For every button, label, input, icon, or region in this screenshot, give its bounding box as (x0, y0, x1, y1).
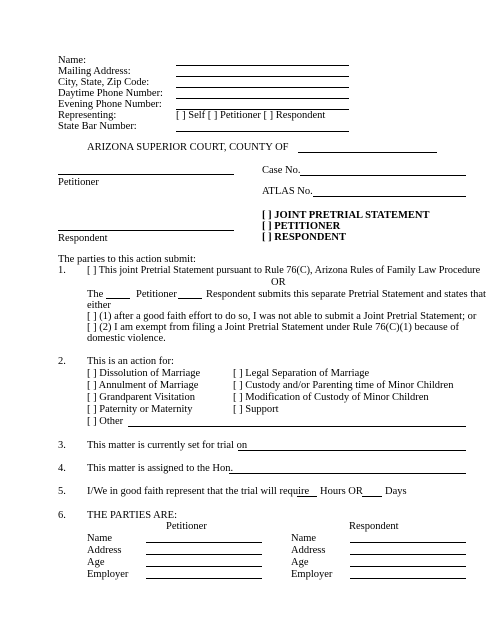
resp-name-field[interactable] (350, 542, 466, 543)
item5-number: 5. (58, 486, 66, 497)
pet-name-label: Name (87, 533, 113, 544)
item1-petitioner-blank[interactable] (106, 298, 130, 299)
pet-employer-field[interactable] (146, 578, 262, 579)
item1-petitioner-word: Petitioner (136, 289, 177, 300)
hours-field[interactable] (297, 496, 317, 497)
item2-text: This is an action for: (87, 356, 174, 367)
judge-field[interactable] (229, 473, 466, 474)
resp-address-label: Address (291, 545, 326, 556)
name-field[interactable] (176, 65, 349, 66)
action-other-field[interactable] (128, 426, 466, 427)
pet-age-label: Age (87, 557, 105, 568)
pet-employer-label: Employer (87, 569, 129, 580)
name-label: Name: (58, 55, 86, 66)
item1-respondent-blank[interactable] (178, 298, 202, 299)
daytime-phone-label: Daytime Phone Number: (58, 88, 163, 99)
resp-address-field[interactable] (350, 554, 466, 555)
item4-text: This matter is assigned to the Hon. (87, 463, 234, 474)
action-paternity[interactable]: [ ] Paternity or Maternity (87, 404, 193, 415)
item1-option2-cont: domestic violence. (87, 333, 166, 344)
item1-either: either (87, 300, 111, 311)
city-state-zip-field[interactable] (176, 87, 349, 88)
days-field[interactable] (362, 496, 382, 497)
item5-text: I/We in good faith represent that the trial will require (87, 486, 310, 497)
action-dissolution[interactable]: [ ] Dissolution of Marriage (87, 368, 201, 379)
atlas-no-label: ATLAS No. (262, 186, 313, 197)
item1-number: 1. (58, 265, 66, 276)
item6-text: THE PARTIES ARE: (87, 510, 177, 521)
case-no-field[interactable] (300, 175, 466, 176)
item3-text: This matter is currently set for trial on (87, 440, 248, 451)
item3-number: 3. (58, 440, 66, 451)
item1-option2[interactable]: [ ] (2) I am exempt from filing a Joint Pretrial Statement under Rule 76(C)(1) because of (87, 322, 460, 333)
petitioner-caption-label: Petitioner (58, 177, 99, 188)
respondent-heading: Respondent (349, 521, 399, 532)
state-bar-label: State Bar Number: (58, 121, 137, 132)
resp-age-label: Age (291, 557, 309, 568)
pet-address-label: Address (87, 545, 122, 556)
item1-or: OR (271, 277, 286, 288)
city-state-zip-label: City, State, Zip Code: (58, 77, 150, 88)
respondent-name-field[interactable] (58, 230, 234, 231)
doc-title-respondent[interactable]: [ ] RESPONDENT (262, 232, 347, 243)
action-custody[interactable]: [ ] Custody and/or Parenting time of Minor Children (233, 380, 454, 391)
item6-number: 6. (58, 510, 66, 521)
resp-name-label: Name (291, 533, 317, 544)
item1-respondent-text: Respondent submits this separate Pretrial Statement and states that (206, 289, 486, 300)
atlas-no-field[interactable] (313, 196, 466, 197)
pet-address-field[interactable] (146, 554, 262, 555)
representing-label: Representing: (58, 110, 117, 121)
pet-age-field[interactable] (146, 566, 262, 567)
respondent-caption-label: Respondent (58, 233, 108, 244)
doc-title-petitioner[interactable]: [ ] PETITIONER (262, 221, 341, 232)
item1-the: The (87, 289, 104, 300)
resp-employer-field[interactable] (350, 578, 466, 579)
action-annulment[interactable]: [ ] Annulment of Marriage (87, 380, 199, 391)
action-grandparent[interactable]: [ ] Grandparent Visitation (87, 392, 195, 403)
item1-joint-option[interactable]: [ ] This joint Pretrial Statement pursuant to Rule 76(C), Arizona Rules of Family Law Procedure (87, 265, 481, 276)
case-no-label: Case No. (262, 165, 301, 176)
action-modification[interactable]: [ ] Modification of Custody of Minor Children (233, 392, 429, 403)
petitioner-heading: Petitioner (166, 521, 207, 532)
evening-phone-label: Evening Phone Number: (58, 99, 162, 110)
trial-date-field[interactable] (238, 450, 466, 451)
resp-employer-label: Employer (291, 569, 333, 580)
item1-option1[interactable]: [ ] (1) after a good faith effort to do so, I was not able to submit a Joint Pretrial Statement; or (87, 311, 477, 322)
state-bar-field[interactable] (176, 131, 349, 132)
county-field[interactable] (298, 152, 437, 153)
action-support[interactable]: [ ] Support (233, 404, 279, 415)
doc-title-joint[interactable]: [ ] JOINT PRETRIAL STATEMENT (262, 210, 430, 221)
intro-text: The parties to this action submit: (58, 254, 196, 265)
item2-number: 2. (58, 356, 66, 367)
mailing-address-field[interactable] (176, 76, 349, 77)
resp-age-field[interactable] (350, 566, 466, 567)
item4-number: 4. (58, 463, 66, 474)
action-other[interactable]: [ ] Other (87, 416, 124, 427)
pet-name-field[interactable] (146, 542, 262, 543)
daytime-phone-field[interactable] (176, 98, 349, 99)
mailing-address-label: Mailing Address: (58, 66, 131, 77)
days-label: Days (385, 486, 407, 497)
hours-label: Hours OR (320, 486, 363, 497)
representing-options[interactable]: [ ] Self [ ] Petitioner [ ] Respondent (176, 110, 326, 121)
petitioner-name-field[interactable] (58, 174, 234, 175)
action-legal-separation[interactable]: [ ] Legal Separation of Marriage (233, 368, 370, 379)
court-title: ARIZONA SUPERIOR COURT, COUNTY OF (87, 142, 289, 153)
